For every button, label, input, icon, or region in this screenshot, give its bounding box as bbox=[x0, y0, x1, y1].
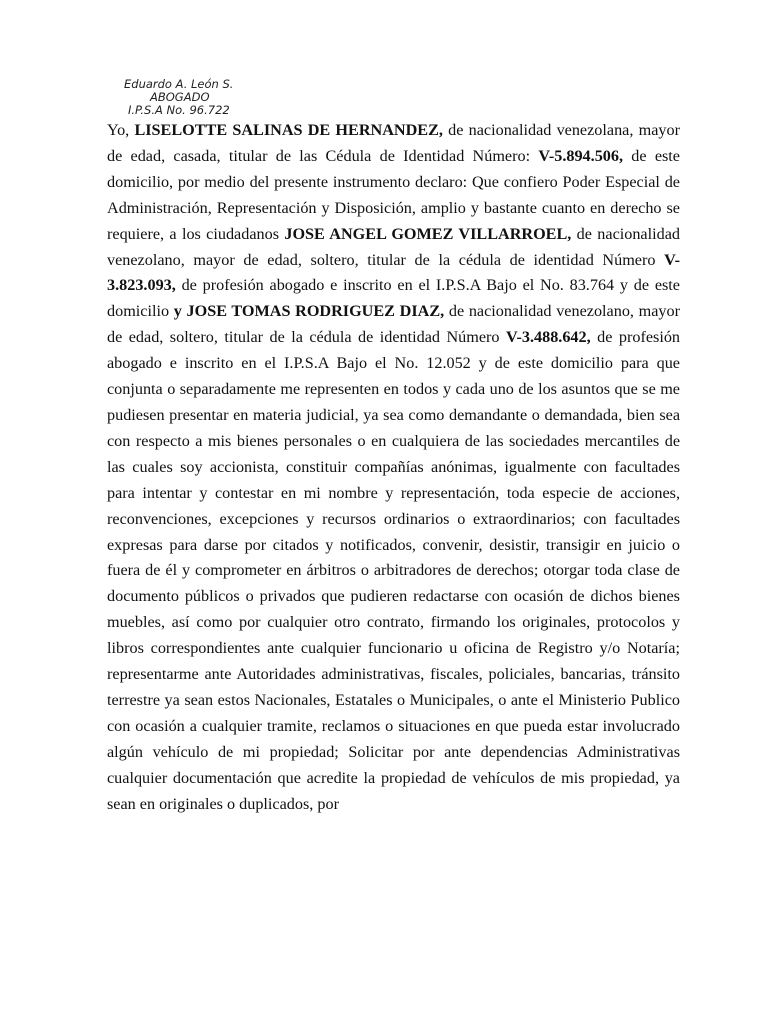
body-segment: de este domicilio, por medio del presente instrumento declaro: Que confiero Poder Especial de Administración, Representación y Disposición, amplio y bastante cuanto en derecho se requiere, a los ciudadanos bbox=[107, 146, 680, 243]
lawyer-title: ABOGADO bbox=[150, 90, 210, 104]
attorney-2-id-number: V-3.488.642, bbox=[505, 328, 591, 347]
body-segment: de nacionalidad venezolano, mayor de edad, soltero, titular de la cédula de identidad Número bbox=[107, 224, 680, 269]
power-of-attorney-text bbox=[107, 118, 680, 817]
body-segment: de profesión abogado e inscrito en el I.P.S.A Bajo el No. 12.052 y de este domicilio para que conjunta o separadamente me representen en todos y cada uno de los asuntos que se me pudiesen presentar en materia judicial, ya sea como demandante o demandada, bien sea con respecto a mis bienes personales o en cualquiera de las sociedades mercantiles de las cuales soy accionista, constituir compañías anónimas, igualmente con facultades para intentar y contestar en mi nombre y representación, toda especie de acciones, reconvenciones, excepciones y recursos ordinarios o extraordinarios; con facultades expresas para darse por citados y notificados, convenir, desistir, transigir en juicio o fuera de él y comprometer en árbitros o arbitradores de derechos; otorgar toda clase de documento públicos o privados que pudieren redactarse con ocasión de dichos bienes muebles, así como por cualquier otro contrato, firmando los originales, protocolos y libros correspondientes ante cualquier funcionario u oficina de Registro y/o Notaría; representarme ante Autoridades administrativas, fiscales, policiales, bancarias, tránsito terrestre ya sean estos Nacionales, Estatales o Municipales, o ante el Ministerio Publico con ocasión a cualquier tramite, reclamos o situaciones en que pueda estar involucrado algún vehículo de mi propiedad; Solicitar por ante dependencias Administrativas cualquier documentación que acredite la propiedad de vehículos de mis propiedad, ya sean en originales o duplicados, por bbox=[107, 328, 681, 813]
attorney-1-id-number: V-3.823.093, bbox=[107, 250, 680, 295]
attorney-1-name: JOSE ANGEL GOMEZ VILLARROEL, bbox=[284, 224, 572, 243]
lawyer-name: Eduardo A. León S. bbox=[124, 77, 234, 91]
attorney-2-name: y JOSE TOMAS RODRIGUEZ DIAZ, bbox=[173, 302, 445, 321]
body-segment: Yo, bbox=[107, 121, 135, 139]
lawyer-registry: I.P.S.A No. 96.722 bbox=[128, 103, 230, 117]
body-segment: de profesión abogado e inscrito en el I.P.S.A Bajo el No. 83.764 y de este domicilio bbox=[107, 276, 680, 321]
grantor-name: LISELOTTE SALINAS DE HERNANDEZ, bbox=[134, 121, 443, 139]
letterhead bbox=[112, 78, 252, 117]
grantor-id-number: V-5.894.506, bbox=[538, 146, 624, 165]
body-segment: de nacionalidad venezolana, mayor de edad, casada, titular de las Cédula de Identidad Número: bbox=[107, 121, 680, 165]
body-segment: de nacionalidad venezolano, mayor de edad, soltero, titular de la cédula de identidad Número bbox=[107, 302, 681, 347]
